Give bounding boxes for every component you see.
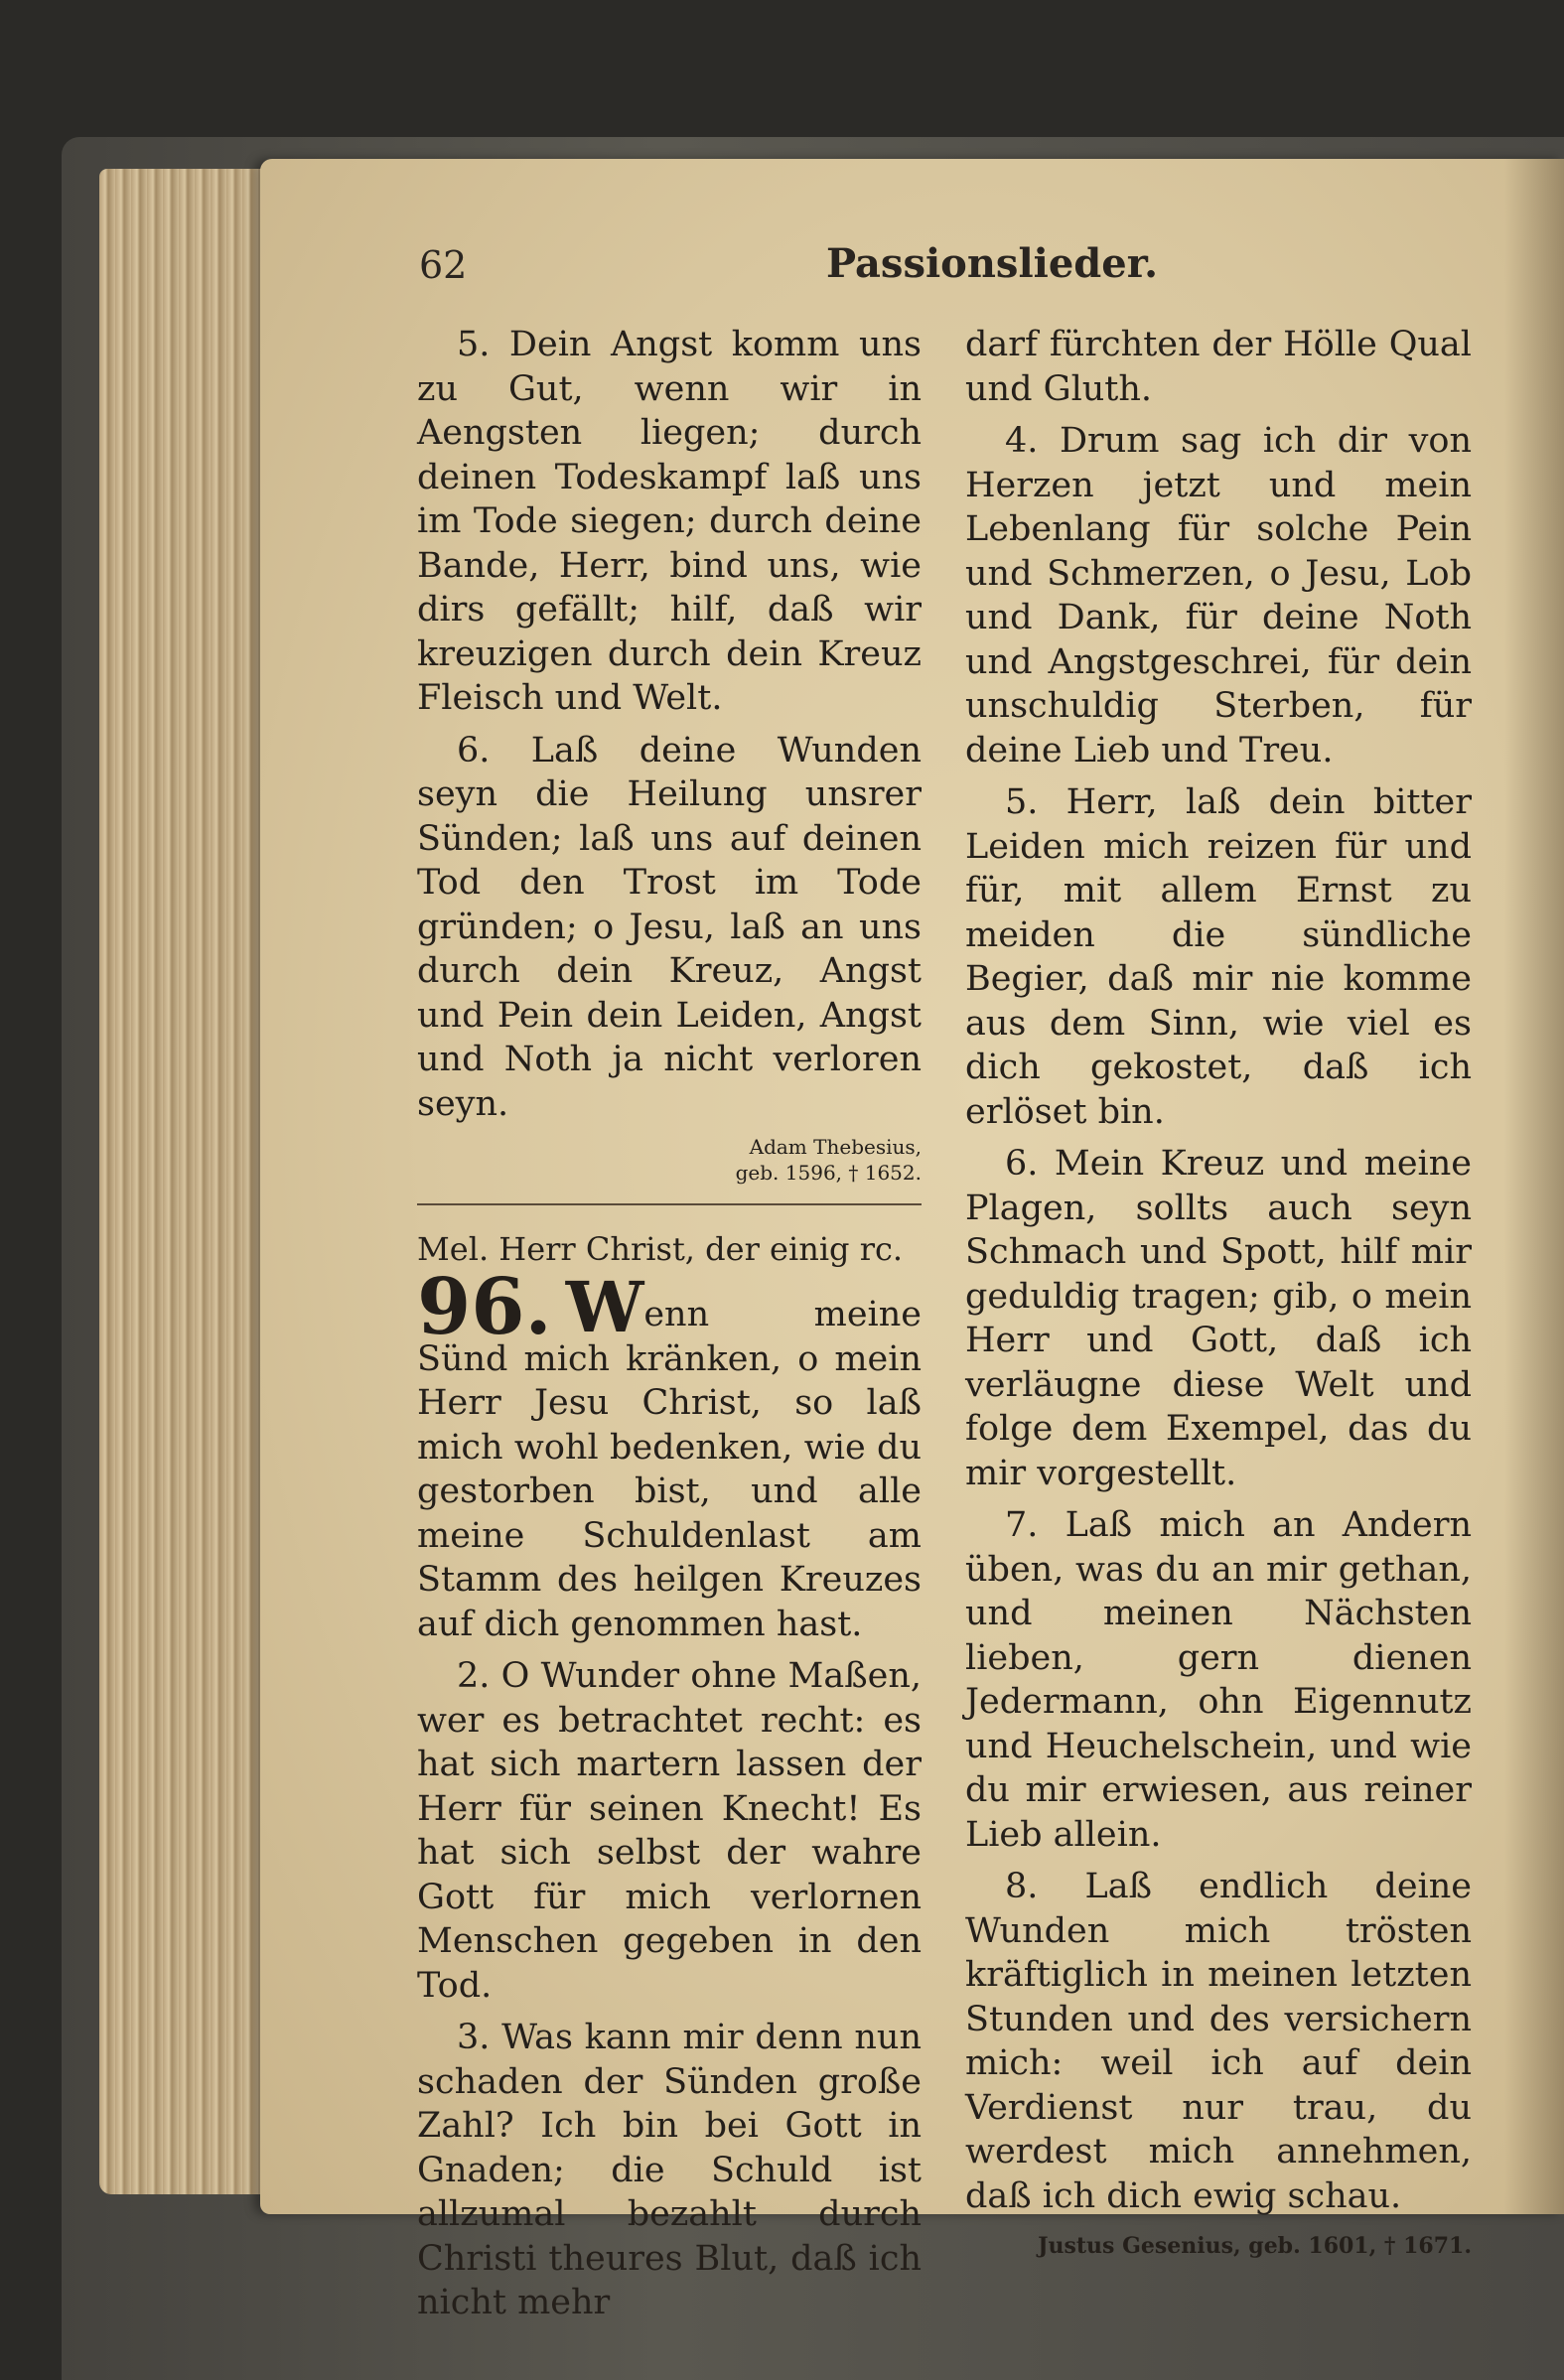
author-dates: geb. 1596, † 1652. — [735, 1161, 922, 1185]
stanza-6-right: 6. Mein Kreuz und meine Plagen, sollts auch seyn Schmach und Spott, hilf mir geduldig tragen; gib, o mein Herr und Gott, daß ich verläugne diese Welt und folge dem Exempel, das du mir vorgestellt. — [965, 1144, 1472, 1493]
stanza-6: 6. Laß deine Wunden seyn die Heilung unsrer Sünden; laß uns auf deinen Tod den Trost im Tode gründen; o Jesu, laß an uns durch dein Kreuz, Angst und Pein dein Leiden, Angst und Noth ja nicht verloren seyn. — [417, 730, 922, 1124]
stanza-4: 4. Drum sag ich dir von Herzen jetzt und mein Lebenlang für solche Pein und Schmerzen, o Jesu, Lob und Dank, für deine Noth und Angstgeschrei, für dein unschuldig Sterben, für deine Lieb und Treu. — [965, 421, 1472, 770]
drop-initial: W — [565, 1265, 644, 1348]
author-attribution-1 — [417, 1134, 922, 1186]
hymn-number: 96. — [417, 1261, 552, 1352]
book-page — [260, 159, 1564, 2322]
stanza-3-end: darf fürchten der Hölle Qual und Gluth. — [965, 325, 1472, 409]
left-column — [417, 323, 922, 2333]
section-divider — [417, 1203, 922, 1205]
hymn-first-stanza-text: enn meine Sünd mich kränken, o mein Herr Jesu Christ, so laß mich wohl bedenken, wie du gestorben bist, und alle meine Schuldenlast am Stamm des heilgen Kreuzes auf dich genommen hast. — [417, 1294, 922, 1644]
page-number: 62 — [419, 243, 468, 287]
running-title: Passionslieder. — [826, 240, 1159, 287]
page-gutter-shadow — [1504, 159, 1564, 2214]
stanza-5-right: 5. Herr, laß dein bitter Leiden mich reizen für und für, mit allem Ernst zu meiden die sündliche Begier, daß mir nie komme aus dem Sinn, wie viel es dich gekostet, daß ich erlöset bin. — [965, 782, 1472, 1132]
stanza-3-start: 3. Was kann mir denn nun schaden der Sünden große Zahl? Ich bin bei Gott in Gnaden; die Schuld ist allzumal bezahlt durch Christi theures Blut, daß ich nicht mehr — [417, 2018, 922, 2322]
stanza-2: 2. O Wunder ohne Maßen, wer es betrachtet recht: es hat sich martern lassen der Herr für seinen Knecht! Es hat sich selbst der wahre Gott für mich verlornen Menschen gegeben in den Tod. — [417, 1656, 922, 2006]
stanza-5: 5. Dein Angst komm uns zu Gut, wenn wir in Aengsten liegen; durch deinen Todeskampf laß uns im Tode siegen; durch deine Bande, Herr, bind uns, wie dirs gefällt; hilf, daß wir kreuzigen durch dein Kreuz Fleisch und Welt. — [417, 325, 922, 718]
right-column — [965, 323, 1472, 2260]
stanza-7: 7. Laß mich an Andern üben, was du an mir gethan, und meinen Nächsten lieben, gern dienen Jedermann, ohn Eigennutz und Heuchelschein, und wie du mir erwiesen, aus reiner Lieb allein. — [965, 1505, 1472, 1855]
hymn-96-first-stanza — [417, 1261, 922, 1647]
author-name: Adam Thebesius, — [749, 1135, 922, 1159]
author-attribution-2: Justus Gesenius, geb. 1601, † 1671. — [1038, 2233, 1472, 2259]
melody-line: Mel. Herr Christ, der einig rc. — [417, 1230, 904, 1268]
stanza-8: 8. Laß endlich deine Wunden mich trösten kräftiglich in meinen letzten Stunden und des versichern mich: weil ich auf dein Verdienst nur trau, du werdest mich annehmen, daß ich dich ewig schau. — [965, 1867, 1472, 2216]
